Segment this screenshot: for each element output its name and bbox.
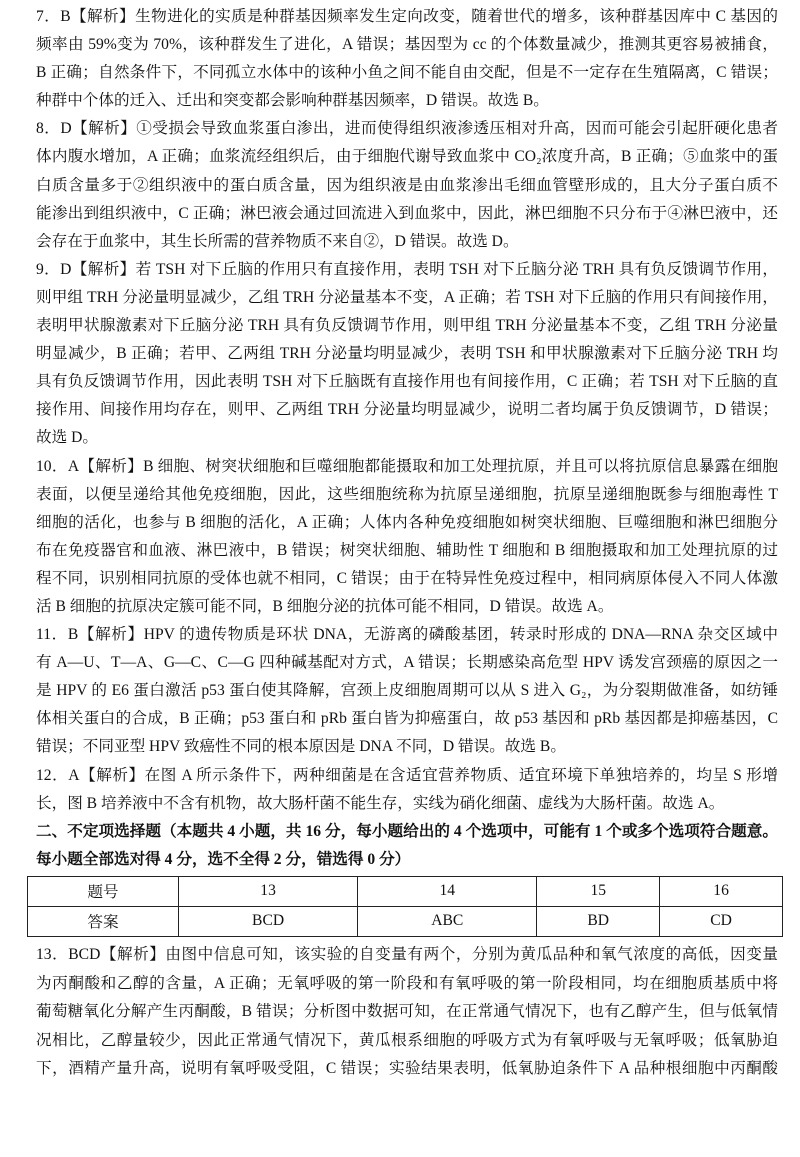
- text-line: 葡萄糖氧化分解产生丙酮酸，B 错误；分析图中数据可知，在正常通气情况下，也有乙醇产生，但与低氧情: [36, 1003, 778, 1021]
- text-line: 表面，以便呈递给其他免疫细胞，因此，这些细胞统称为抗原呈递细胞，抗原呈递细胞既参与细胞毒性 T: [36, 485, 778, 503]
- row-header-question: 题号: [28, 876, 179, 906]
- section-header: [36, 818, 778, 874]
- question-cell: 14: [358, 876, 537, 906]
- text-line: 12．A【解析】在图 A 所示条件下，两种细菌是在含适宜营养物质、适宜环境下单独培养的，均呈 S 形增: [36, 766, 778, 784]
- table-row-questions: [28, 876, 783, 906]
- text-line: 为丙酮酸和乙醇的含量，A 正确；无氧呼吸的第一阶段和有氧呼吸的第一阶段相同，均在细胞质基质中将: [36, 974, 778, 992]
- answer-cell: BD: [537, 906, 660, 936]
- text-line: 是 HPV 的 E6 蛋白激活 p53 蛋白使其降解，宫颈上皮细胞周期可以从 S 进入 G₂，为分裂期做准备，如纺锤: [36, 682, 778, 700]
- text-line: 况相比，乙醇量较少，因此正常通气情况下，黄瓜根系细胞的呼吸方式为有氧呼吸与无氧呼吸；低氧胁迫: [36, 1031, 778, 1049]
- text-line: 8．D【解析】①受损会导致血浆蛋白渗出，进而使得组织液渗透压相对升高，因而可能会引起肝硬化患者: [36, 120, 778, 138]
- answer-explanation-13: [36, 941, 778, 1084]
- document-page: [36, 3, 778, 1084]
- text-line: 故选 D。: [36, 429, 98, 447]
- text-line: 二、不定项选择题（本题共 4 小题，共 16 分，每小题给出的 4 个选项中，可能有 1 个或多个选项符合题意。: [36, 822, 778, 840]
- question-cell: 16: [660, 876, 783, 906]
- text-line: 10．A【解析】B 细胞、树突状细胞和巨噬细胞都能摄取和加工处理抗原，并且可以将抗原信息暴露在细胞: [36, 457, 778, 475]
- text-line: 错误；不同亚型 HPV 致癌性不同的根本原因是 DNA 不同，D 错误。故选 B。: [36, 738, 566, 756]
- text-line: 白质含量多于②组织液中的蛋白质含量，因为组织液是由血浆渗出毛细血管壁形成的，且大分子蛋白质不: [36, 176, 778, 194]
- text-line: 活 B 细胞的抗原决定簇可能不同，B 细胞分泌的抗体可能不相同，D 错误。故选 A。: [36, 597, 614, 615]
- text-line: 布在免疫器官和血液、淋巴液中，B 错误；树突状细胞、辅助性 T 细胞和 B 细胞摄取和加工处理抗原的过: [36, 541, 778, 559]
- text-line: 长，图 B 培养液中不含有机物，故大肠杆菌不能生存，实线为硝化细菌、虚线为大肠杆菌。故选 A。: [36, 794, 725, 812]
- text-line: 种群中个体的迁入、迁出和突变都会影响种群基因频率，D 错误。故选 B。: [36, 92, 549, 110]
- text-line: 会存在于血浆中，其生长所需的营养物质不来自②，D 错误。故选 D。: [36, 232, 519, 250]
- answer-explanations-7-12: [36, 3, 778, 818]
- table-row-answers: [28, 906, 783, 936]
- text-line: 13．BCD【解析】由图中信息可知，该实验的自变量有两个，分别为黄瓜品种和氧气浓度的高低，因变量: [36, 945, 778, 963]
- text-line: 则甲组 TRH 分泌量明显减少，乙组 TRH 分泌量基本不变，A 正确；若 TSH 对下丘脑的作用只有间接作用，: [36, 288, 778, 306]
- text-line: 具有负反馈调节作用，因此表明 TSH 对下丘脑既有直接作用也有间接作用，C 正确；若 TSH 对下丘脑的直: [36, 373, 778, 391]
- text-line: 频率由 59%变为 70%，该种群发生了进化，A 错误；基因型为 cc 的个体数量减少，推测其更容易被捕食，: [36, 36, 778, 54]
- text-line: 11．B【解析】HPV 的遗传物质是环状 DNA，无游离的磷酸基团，转录时形成的 DNA—RNA 杂交区域中: [36, 626, 778, 644]
- answer-cell: CD: [660, 906, 783, 936]
- text-line: 程不同，识别相同抗原的受体也就不相同，C 错误；由于在特异性免疫过程中，相同病原体侵入不同人体激: [36, 569, 778, 587]
- text-line: B 正确；自然条件下，不同孤立水体中的该种小鱼之间不能自由交配，但是不一定存在生殖隔离，C 错误；: [36, 64, 778, 82]
- question-cell: 13: [179, 876, 358, 906]
- text-line: 接作用、间接作用均存在，则甲、乙两组 TRH 分泌量均明显减少，说明二者均属于负反馈调节，D 错误；: [36, 401, 778, 419]
- row-header-answer: 答案: [28, 906, 179, 936]
- text-line: 表明甲状腺激素对下丘脑分泌 TRH 具有负反馈调节作用，则甲组 TRH 分泌量基本不变，乙组 TRH 分泌量: [36, 317, 778, 335]
- text-line: 下，酒精产量升高，说明有氧呼吸受阻，C 错误；实验结果表明，低氧胁迫条件下 A 品种根细胞中丙酮酸: [36, 1060, 778, 1078]
- text-line: 能渗出到组织液中，C 正确；淋巴液会通过回流进入到血浆中，因此，淋巴细胞不只分布于④淋巴液中，还: [36, 204, 778, 222]
- text-line: 明显减少，B 正确；若甲、乙两组 TRH 分泌量均明显减少，表明 TSH 和甲状腺激素对下丘脑分泌 TRH 均: [36, 345, 778, 363]
- text-line: 9．D【解析】若 TSH 对下丘脑的作用只有直接作用，表明 TSH 对下丘脑分泌 TRH 具有负反馈调节作用，: [36, 260, 778, 278]
- answer-cell: BCD: [179, 906, 358, 936]
- text-line: 体相关蛋白的合成，B 正确；p53 蛋白和 pRb 蛋白皆为抑癌蛋白，故 p53 基因和 pRb 基因都是抑癌基因，C: [36, 710, 778, 728]
- question-cell: 15: [537, 876, 660, 906]
- text-line: 每小题全部选对得 4 分，选不全得 2 分，错选得 0 分）: [36, 850, 411, 868]
- text-line: 有 A—U、T—A、G—C、C—G 四种碱基配对方式，A 错误；长期感染高危型 HPV 诱发宫颈癌的原因之一: [36, 654, 778, 672]
- text-line: 细胞的活化，也参与 B 细胞的活化，A 正确；人体内各种免疫细胞如树突状细胞、巨噬细胞和淋巴细胞分: [36, 513, 778, 531]
- answer-table: [27, 876, 783, 937]
- text-line: 体内腹水增加，A 正确；血浆流经组织后，由于细胞代谢导致血浆中 CO₂浓度升高，B 正确；⑤血浆中的蛋: [36, 148, 778, 166]
- text-line: 7．B【解析】生物进化的实质是种群基因频率发生定向改变，随着世代的增多，该种群基因库中 C 基因的: [36, 8, 778, 25]
- answer-cell: ABC: [358, 906, 537, 936]
